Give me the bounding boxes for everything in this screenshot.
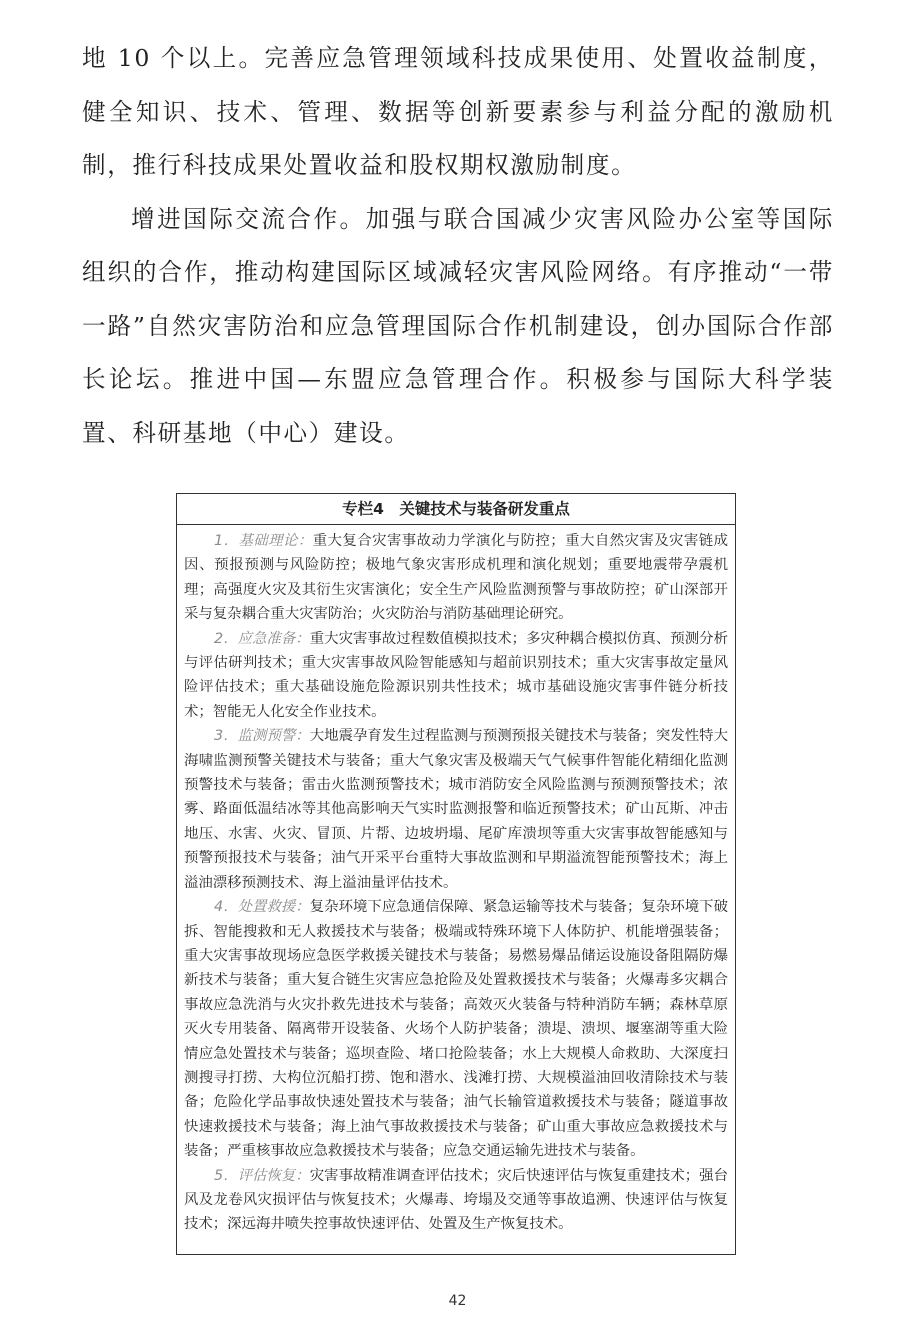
item-label: 3．监测预警： (214, 728, 310, 745)
item-text: 灾害事故精准调查评估技术；灾后快速评估与恢复重建技术；强台风及龙卷风灾损评估与恢复技术；火爆毒、垮塌及交通等事故追溯、快速评估与恢复技术；深远海井喷失控事故快速评估、处置及生产恢复技术。 (184, 1167, 728, 1233)
box-body (177, 525, 735, 1237)
box-item-emergency-preparedness (184, 627, 728, 725)
box-item-basic-theory (184, 529, 728, 627)
item-text: 复杂环境下应急通信保障、紧急运输等技术与装备；复杂环境下破拆、智能搜救和无人救援技术与装备；极端或特殊环境下人体防护、机能增强装备；重大灾害事故现场应急医学救援关键技术与装备；易燃易爆品储运设施设备阻隔防爆新技术与装备；重大复合链生灾害应急抢险及处置救援技术与装备；火爆毒多灾耦合事故应急洗消与火灾扑救先进技术与装备；高效灭火装备与特种消防车辆；森林草原灭火专用装备、隔离带开设装备、火场个人防护装备；溃堤、溃坝、堰塞湖等重大险情应急处置技术与装备；巡坝查险、堵口抢险装备；水上大规模人命救助、大深度扫测搜寻打捞、大构位沉船打捞、饱和潜水、浅滩打捞、大规模溢油回收清除技术与装备；危险化学品事故快速处置技术与装备；油气长输管道救援技术与装备；隧道事故快速救援技术与装备；海上油气事故救援技术与装备；矿山重大事故应急救援技术与装备；严重核事故应急救援技术与装备；应急交通运输先进技术与装备。 (184, 899, 728, 1160)
item-text: 重大灾害事故过程数值模拟技术；多灾种耦合模拟仿真、预测分析与评估研判技术；重大灾害事故风险智能感知与超前识别技术；重大灾害事故定量风险评估技术；重大基础设施危险源识别共性技术；城市基础设施灾害事件链分析技术；智能无人化安全作业技术。 (184, 630, 728, 720)
paragraph-international-cooperation: 增进国际交流合作。加强与联合国减少灾害风险办公室等国际组织的合作，推动构建国际区域减轻灾害风险网络。有序推动“一带一路”自然灾害防治和应急管理国际合作机制建设，创办国际合作部长论坛。推进中国—东盟应急管理合作。积极参与国际大科学装置、科研基地（中心）建设。 (82, 204, 834, 447)
body-text (82, 32, 834, 460)
item-label: 2．应急准备： (214, 630, 310, 647)
item-label: 1．基础理论： (214, 533, 313, 549)
box-item-evaluation-recovery (184, 1164, 728, 1237)
item-text: 大地震孕育发生过程监测与预测预报关键技术与装备；突发性特大海啸监测预警关键技术与装备；重大气象灾害及极端天气气候事件智能化精细化监测预警技术与装备；雷击火监测预警技术；城市消防安全风险监测与预测预警技术；浓雾、路面低温结冰等其他高影响天气实时监测报警和临近预警技术；矿山瓦斯、冲击地压、水害、火灾、冒顶、片帮、边坡坍塌、尾矿库溃坝等重大灾害事故智能感知与预警预报技术与装备；油气开采平台重特大事故监测和早期溢流智能预警技术；海上溢油漂移预测技术、海上溢油量评估技术。 (184, 728, 728, 891)
paragraph: 地 10 个以上。完善应急管理领域科技成果使用、处置收益制度，健全知识、技术、管理、数据等创新要素参与利益分配的激励机制，推行科技成果处置收益和股权期权激励制度。 (82, 44, 834, 179)
item-label: 5．评估恢复： (214, 1167, 310, 1184)
item-label: 4．处置救援： (214, 899, 310, 916)
feature-box-key-technologies (176, 493, 736, 1255)
page-number: 42 (448, 1293, 467, 1309)
box-title: 专栏4 关键技术与装备研发重点 (177, 494, 735, 525)
box-item-disposal-rescue (184, 895, 728, 1163)
box-item-monitoring-warning (184, 724, 728, 895)
item-text: 重大复合灾害事故动力学演化与防控；重大自然灾害及灾害链成因、预报预测与风险防控；极地气象灾害形成机理和演化规划；重要地震带孕震机理；高强度火灾及其衍生灾害演化；安全生产风险监测预警与事故防控；矿山深部开采与复杂耦合重大灾害防治；火灾防治与消防基础理论研究。 (184, 533, 728, 623)
